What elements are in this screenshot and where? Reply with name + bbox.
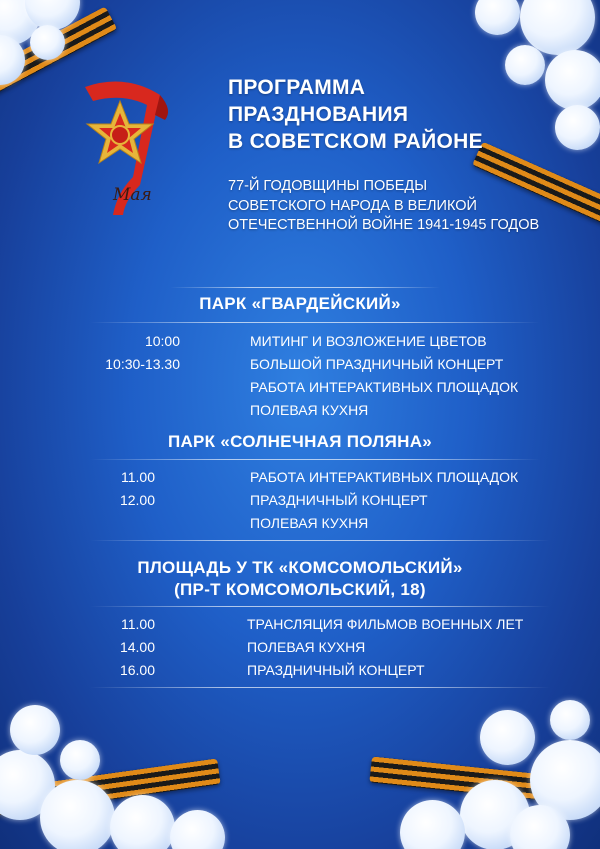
page-subtitle [228,177,539,236]
subtitle-line: СОВЕТСКОГО НАРОДА В ВЕЛИКОЙ [228,197,477,214]
time-slot: 10:30-13.30 [105,356,180,372]
divider [90,606,550,607]
divider [90,687,550,688]
event-item: ПОЛЕВАЯ КУХНЯ [247,639,366,655]
section-park-gvardeysky [0,293,600,315]
event-item: БОЛЬШОЙ ПРАЗДНИЧНЫЙ КОНЦЕРТ [250,356,504,372]
section-title: ПАРК «ГВАРДЕЙСКИЙ» [199,294,401,313]
event-item: ТРАНСЛЯЦИЯ ФИЛЬМОВ ВОЕННЫХ ЛЕТ [247,616,524,632]
subtitle-line: ОТЕЧЕСТВЕННОЙ ВОЙНЕ 1941-1945 ГОДОВ [228,217,540,233]
section-title: ПАРК «СОЛНЕЧНАЯ ПОЛЯНА» [167,432,433,451]
time-slot: 11.00 [121,616,155,632]
event-item: ПОЛЕВАЯ КУХНЯ [250,515,369,531]
section-title: (ПР-Т КОМСОМОЛЬСКИЙ, 18) [174,580,426,599]
title-line: В СОВЕТСКОМ РАЙОНЕ [228,130,483,153]
event-item: ПРАЗДНИЧНЫЙ КОНЦЕРТ [250,492,428,508]
divider [90,540,550,541]
section-ploshchad-komsomolsky [0,557,600,601]
event-item: РАБОТА ИНТЕРАКТИВНЫХ ПЛОЩАДОК [250,469,519,485]
subtitle-line: 77-Й ГОДОВЩИНЫ ПОБЕДЫ [228,178,428,194]
event-item: ПРАЗДНИЧНЫЙ КОНЦЕРТ [247,662,425,678]
victory-day-emblem [65,65,190,225]
flowers-top-right-icon [490,0,600,180]
emblem-text: Мая [113,185,152,205]
divider [170,287,440,288]
time-slot: 10:00 [144,333,180,349]
section-park-solnechnaya-polyana [0,431,600,453]
section-title: ПЛОЩАДЬ У ТК «КОМСОМОЛЬСКИЙ» [137,558,463,577]
event-item: МИТИНГ И ВОЗЛОЖЕНИЕ ЦВЕТОВ [250,333,487,349]
flowers-bottom-left-icon [0,700,260,849]
title-line: ПРОГРАММА [228,76,366,99]
event-item: РАБОТА ИНТЕРАКТИВНЫХ ПЛОЩАДОК [250,379,519,395]
time-slot: 12.00 [119,492,155,508]
divider [90,459,540,460]
page-title [228,74,483,155]
title-line: ПРАЗДНОВАНИЯ [228,103,409,126]
divider [90,322,540,323]
time-slot: 14.00 [119,639,155,655]
flowers-bottom-right-icon [360,700,600,849]
time-slot: 11.00 [121,469,155,485]
time-slot: 16.00 [119,662,155,678]
event-item: ПОЛЕВАЯ КУХНЯ [250,402,369,418]
